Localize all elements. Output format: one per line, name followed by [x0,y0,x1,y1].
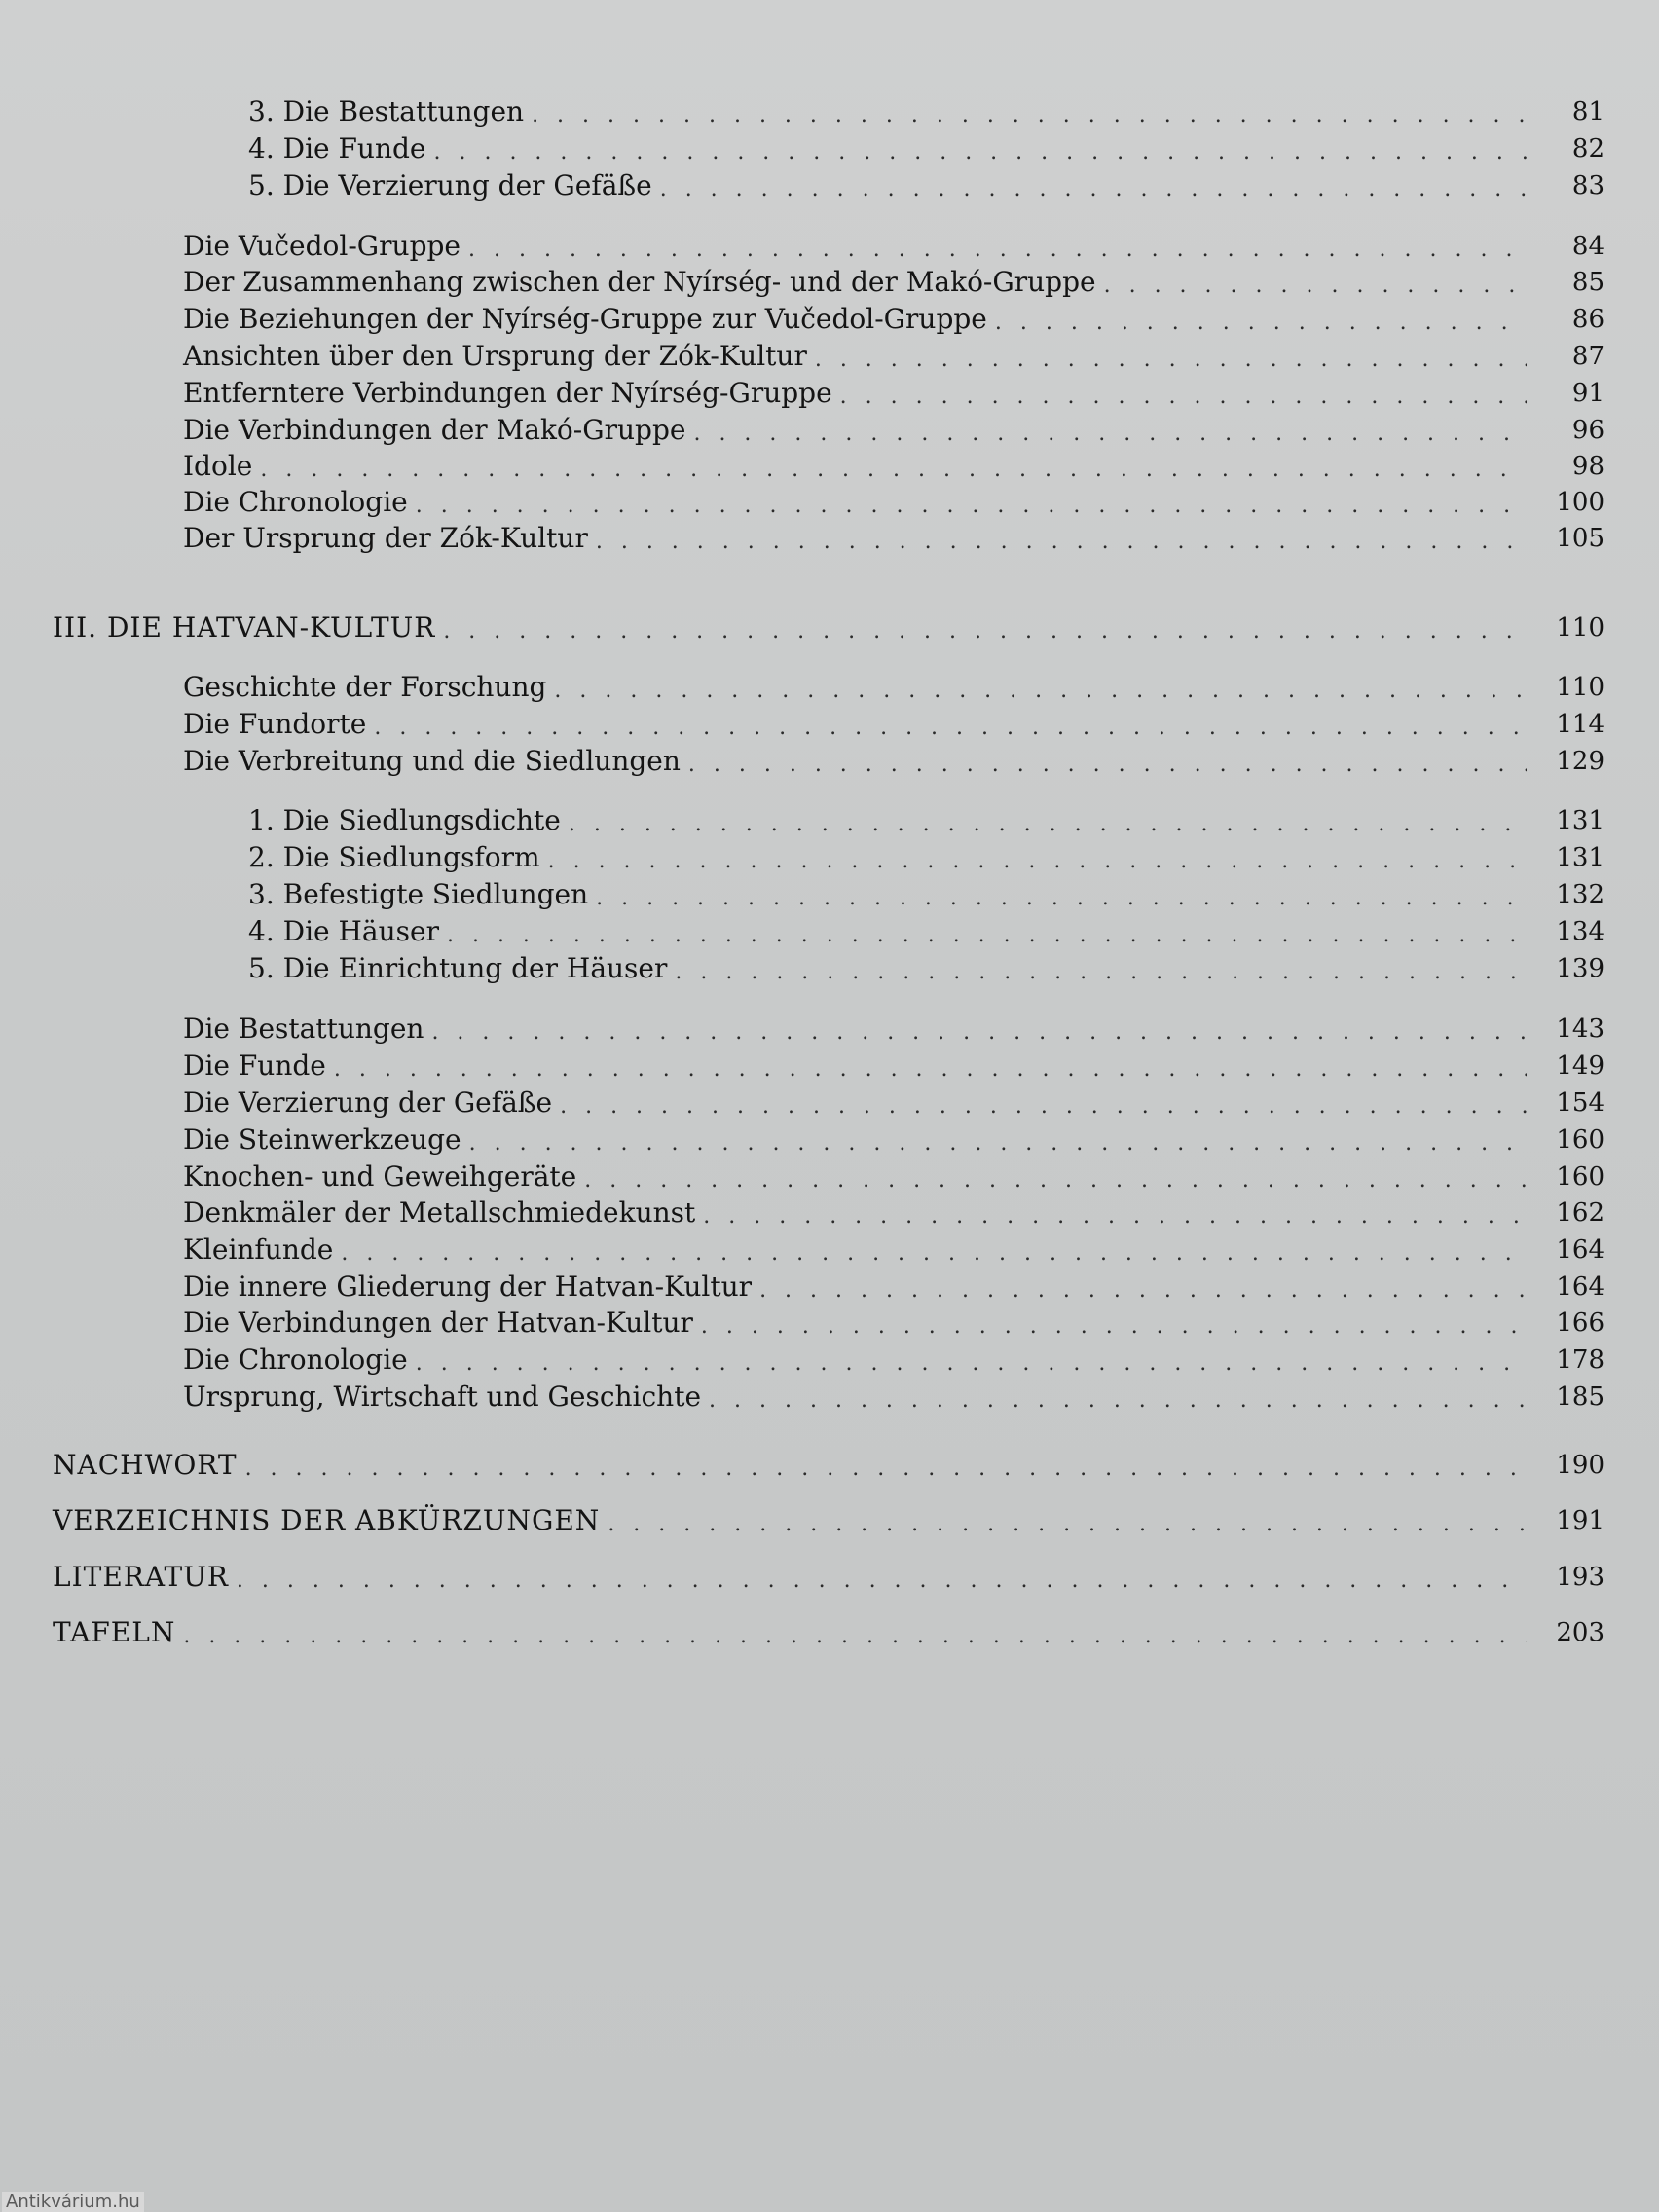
toc-page-number: 185 [1556,1382,1604,1412]
toc-label: Geschichte der Forschung [183,671,547,703]
toc-label: Die Verbindungen der Makó-Gruppe [183,414,686,446]
leader-dots [374,716,1527,741]
toc-section-heading [53,1616,1604,1649]
watermark: Antikvárium.hu [2,2192,144,2212]
toc-page-number: 131 [1556,806,1604,835]
toc-page-number: 178 [1556,1346,1604,1375]
toc-label: Die Bestattungen [183,1013,424,1045]
toc-label: 3. Befestigte Siedlungen [248,878,589,910]
leader-dots [433,140,1527,166]
toc-page-number: 96 [1571,416,1604,445]
toc-entry [183,1124,1604,1157]
leader-dots [416,494,1527,519]
toc-entry [183,414,1604,447]
toc-entry [183,1013,1604,1046]
toc-page-number: 82 [1571,134,1604,164]
leader-dots [596,530,1527,555]
toc-label: Denkmäler der Metallschmiedekunst [183,1197,696,1229]
toc-label: Der Ursprung der Zók-Kultur [183,522,588,554]
leader-dots [341,1241,1527,1267]
toc-entry [183,1307,1604,1340]
toc-label: VERZEICHNIS DER ABKÜRZUNGEN [53,1504,601,1536]
leader-dots [596,886,1527,911]
toc-entry [183,377,1604,410]
leader-dots [709,1388,1527,1414]
toc-entry [183,1271,1604,1304]
leader-dots [468,238,1527,263]
toc-page-number: 191 [1556,1506,1604,1535]
toc-page-number: 91 [1571,379,1604,408]
toc-entry [248,841,1604,874]
toc-label: Die Funde [183,1050,326,1082]
toc-entry [183,745,1604,778]
toc-page-number: 149 [1556,1051,1604,1081]
toc-label: 5. Die Einrichtung der Häuser [248,952,668,984]
leader-dots [447,923,1527,948]
leader-dots [532,103,1527,129]
toc-entry [248,132,1604,166]
toc-section-heading [53,1561,1604,1594]
toc-page-number: 85 [1571,268,1604,297]
leader-dots [237,1568,1527,1594]
leader-dots [183,1624,1527,1649]
toc-page-number: 132 [1556,880,1604,909]
toc-label: Kleinfunde [183,1234,334,1266]
toc-entry [183,340,1604,373]
leader-dots [431,1020,1527,1046]
toc-page-number: 131 [1556,843,1604,872]
toc-label: 4. Die Häuser [248,915,439,947]
leader-dots [245,1456,1527,1482]
toc-page-number: 190 [1556,1451,1604,1480]
toc-page-number: 98 [1571,452,1604,481]
leader-dots [584,1168,1527,1194]
leader-dots [815,348,1527,373]
toc-page-number: 110 [1556,673,1604,702]
toc-entry [183,708,1604,741]
toc-page-number: 166 [1556,1309,1604,1338]
leader-dots [701,1314,1527,1340]
leader-dots [554,679,1527,704]
leader-dots [759,1278,1527,1304]
toc-page-number: 81 [1571,97,1604,127]
toc-label: Die Fundorte [183,708,367,740]
toc-label: NACHWORT [53,1449,238,1481]
toc-entry [248,95,1604,129]
toc-label: Idole [183,450,253,482]
toc-entry [183,1197,1604,1230]
toc-label: Knochen- und Geweihgeräte [183,1161,577,1193]
toc-entry [248,878,1604,911]
toc-label: Ursprung, Wirtschaft und Geschichte [183,1381,702,1413]
toc-page-number: 203 [1556,1618,1604,1647]
leader-dots [334,1057,1527,1083]
leader-dots [693,422,1527,447]
toc-label: Der Zusammenhang zwischen der Nyírség- und der Makó-Gruppe [183,266,1096,298]
toc-entry [183,486,1604,519]
leader-dots [688,753,1527,778]
toc-page-number: 164 [1556,1272,1604,1302]
toc-label: 5. Die Verzierung der Gefäße [248,169,652,202]
toc-page-number: 100 [1556,488,1604,517]
toc-page-number: 154 [1556,1088,1604,1118]
leader-dots [569,812,1527,837]
toc-label: 1. Die Siedlungsdichte [248,804,561,836]
toc-label: Die Vučedol-Gruppe [183,230,461,262]
toc-page-number: 110 [1556,613,1604,643]
toc-entry [183,1381,1604,1414]
toc-label: 3. Die Bestattungen [248,95,525,128]
toc-label: Die Beziehungen der Nyírség-Gruppe zur Vučedol-Gruppe [183,303,987,335]
toc-label: Die innere Gliederung der Hatvan-Kultur [183,1271,753,1303]
toc-entry [183,522,1604,555]
toc-label: Die Verbindungen der Hatvan-Kultur [183,1307,693,1339]
toc-page-number: 114 [1556,710,1604,739]
leader-dots [260,458,1527,483]
toc-label: Entferntere Verbindungen der Nyírség-Gruppe [183,377,832,409]
toc-entry [183,450,1604,483]
toc-section-heading [53,1504,1604,1537]
toc-label: Die Chronologie [183,486,408,518]
toc-entry [183,1344,1604,1377]
toc-page-number: 143 [1556,1014,1604,1044]
toc-page-number: 162 [1556,1198,1604,1228]
toc-label: LITERATUR [53,1561,229,1593]
leader-dots [675,960,1527,985]
toc-label: Die Verbreitung und die Siedlungen [183,745,681,777]
leader-dots [560,1094,1527,1120]
toc-page-number: 139 [1556,954,1604,983]
leader-dots [840,385,1527,410]
toc-entry [183,671,1604,704]
toc-page-number: 86 [1571,305,1604,334]
toc-label: 4. Die Funde [248,132,426,165]
toc-label: Die Chronologie [183,1344,408,1376]
leader-dots [660,177,1527,203]
toc-page-number: 129 [1556,747,1604,776]
toc-page-number: 193 [1556,1563,1604,1592]
toc-page-number: 83 [1571,171,1604,201]
toc-entry [183,1050,1604,1083]
leader-dots [443,619,1527,645]
toc-entry [248,169,1604,203]
toc-page-number: 134 [1556,917,1604,946]
leader-dots [608,1512,1527,1537]
toc-entry [183,1234,1604,1267]
toc-entry [248,915,1604,948]
leader-dots [548,849,1527,874]
toc-page-number: 160 [1556,1125,1604,1155]
toc-label: TAFELN [53,1616,176,1648]
toc-page-number: 87 [1571,342,1604,371]
leader-dots [703,1204,1527,1230]
toc-entry [248,952,1604,985]
toc-label: 2. Die Siedlungsform [248,841,540,873]
toc-section-heading [53,611,1604,645]
toc-label: III. DIE HATVAN-KULTUR [53,611,436,644]
toc-label: Die Verzierung der Gefäße [183,1087,553,1119]
toc-label: Ansichten über den Ursprung der Zók-Kultur [183,340,807,372]
leader-dots [1104,274,1527,299]
leader-dots [469,1131,1527,1157]
toc-entry [183,303,1604,336]
toc-page-number: 164 [1556,1235,1604,1265]
toc-entry [183,1161,1604,1194]
toc-page-number: 84 [1571,232,1604,261]
toc-entry [183,266,1604,299]
leader-dots [995,311,1527,336]
toc-entry [183,230,1604,263]
toc-section-heading [53,1449,1604,1482]
toc-label: Die Steinwerkzeuge [183,1124,461,1156]
toc-entry [183,1087,1604,1120]
toc-entry [248,804,1604,837]
toc-page-number: 105 [1556,524,1604,553]
leader-dots [416,1351,1527,1377]
toc-page-number: 160 [1556,1162,1604,1192]
